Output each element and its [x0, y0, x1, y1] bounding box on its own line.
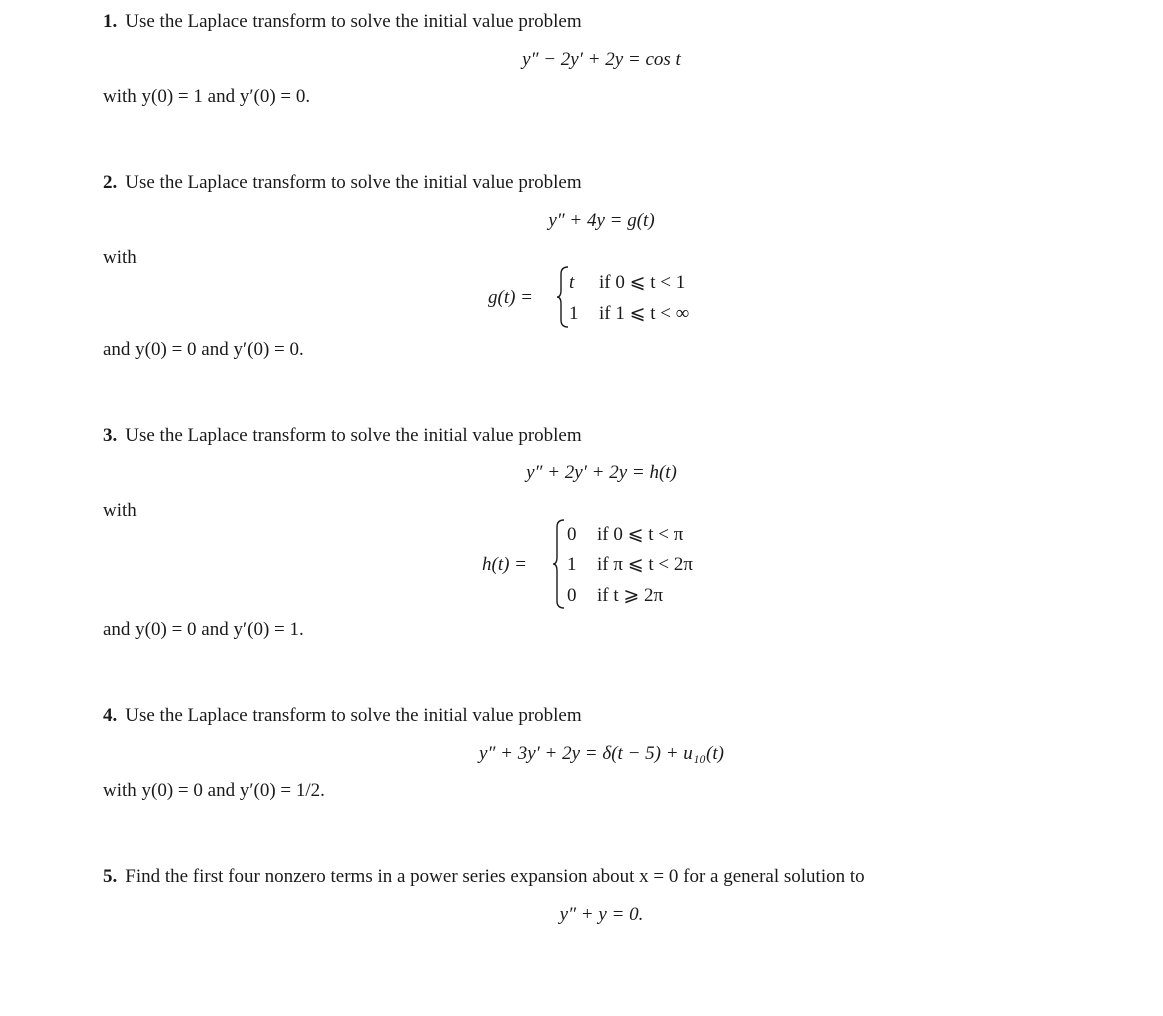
problem-2-case-2-value: 1: [569, 303, 579, 324]
problem-1-conditions: with y(0) = 1 and y′(0) = 0.: [103, 86, 311, 107]
problem-2-case-1: [569, 273, 685, 292]
problem-3-with-label: with: [103, 500, 137, 521]
problem-4-number: 4.: [103, 705, 118, 726]
problem-2-number: 2.: [103, 172, 118, 193]
problem-2-case-1-value: t: [569, 272, 575, 293]
problem-1-text: Use the Laplace transform to solve the initial value problem: [125, 11, 582, 32]
problem-4-text: Use the Laplace transform to solve the initial value problem: [125, 705, 582, 726]
problem-5-prompt: [103, 867, 865, 886]
problem-3-case-3-value: 0: [567, 585, 577, 606]
problem-3-text: Use the Laplace transform to solve the initial value problem: [125, 425, 582, 446]
problem-2-text: Use the Laplace transform to solve the initial value problem: [125, 172, 582, 193]
problem-4-conditions: with y(0) = 0 and y′(0) = 1/2.: [103, 780, 325, 801]
problem-4-prompt: [103, 706, 582, 725]
problem-3-case-1: [567, 525, 683, 544]
problem-3-conditions: and y(0) = 0 and y′(0) = 1.: [103, 619, 304, 640]
problem-5-text: Find the first four nonzero terms in a power series expansion about x = 0 for a general solution to: [125, 866, 865, 887]
problem-2-case-2-condition: if 1 ⩽ t < ∞: [599, 303, 690, 324]
problem-2-function-lhs: g(t) =: [488, 287, 534, 308]
problem-3-case-2: [567, 555, 693, 574]
problem-3-case-2-condition: if π ⩽ t < 2π: [597, 554, 693, 575]
problem-4-equation: y″ + 3y′ + 2y = δ(t − 5) + u₁₀(t): [479, 743, 724, 764]
problem-2-prompt: [103, 173, 582, 192]
problem-2-case-2: [569, 304, 689, 323]
problem-3-case-2-value: 1: [567, 554, 577, 575]
problem-2-case-1-condition: if 0 ⩽ t < 1: [599, 272, 686, 293]
problem-1-number: 1.: [103, 11, 118, 32]
problem-3-case-3: [567, 586, 663, 605]
problem-3-number: 3.: [103, 425, 118, 446]
problem-5-number: 5.: [103, 866, 118, 887]
problem-2-conditions: and y(0) = 0 and y′(0) = 0.: [103, 339, 304, 360]
problem-5-equation: y″ + y = 0.: [559, 904, 644, 925]
problem-2-with-label: with: [103, 247, 137, 268]
problem-1-equation: y″ − 2y′ + 2y = cos t: [522, 49, 681, 70]
problem-3-case-1-value: 0: [567, 524, 577, 545]
problem-2-brace: [556, 266, 570, 328]
problem-3-prompt: [103, 426, 582, 445]
problem-1-prompt: [103, 12, 582, 31]
problem-3-case-3-condition: if t ⩾ 2π: [597, 585, 664, 606]
problem-3-function-lhs: h(t) =: [482, 554, 528, 575]
problem-3-equation: y″ + 2y′ + 2y = h(t): [526, 462, 677, 483]
problem-2-equation: y″ + 4y = g(t): [548, 210, 655, 231]
problem-3-case-1-condition: if 0 ⩽ t < π: [597, 524, 684, 545]
problem-3-brace: [552, 519, 566, 609]
